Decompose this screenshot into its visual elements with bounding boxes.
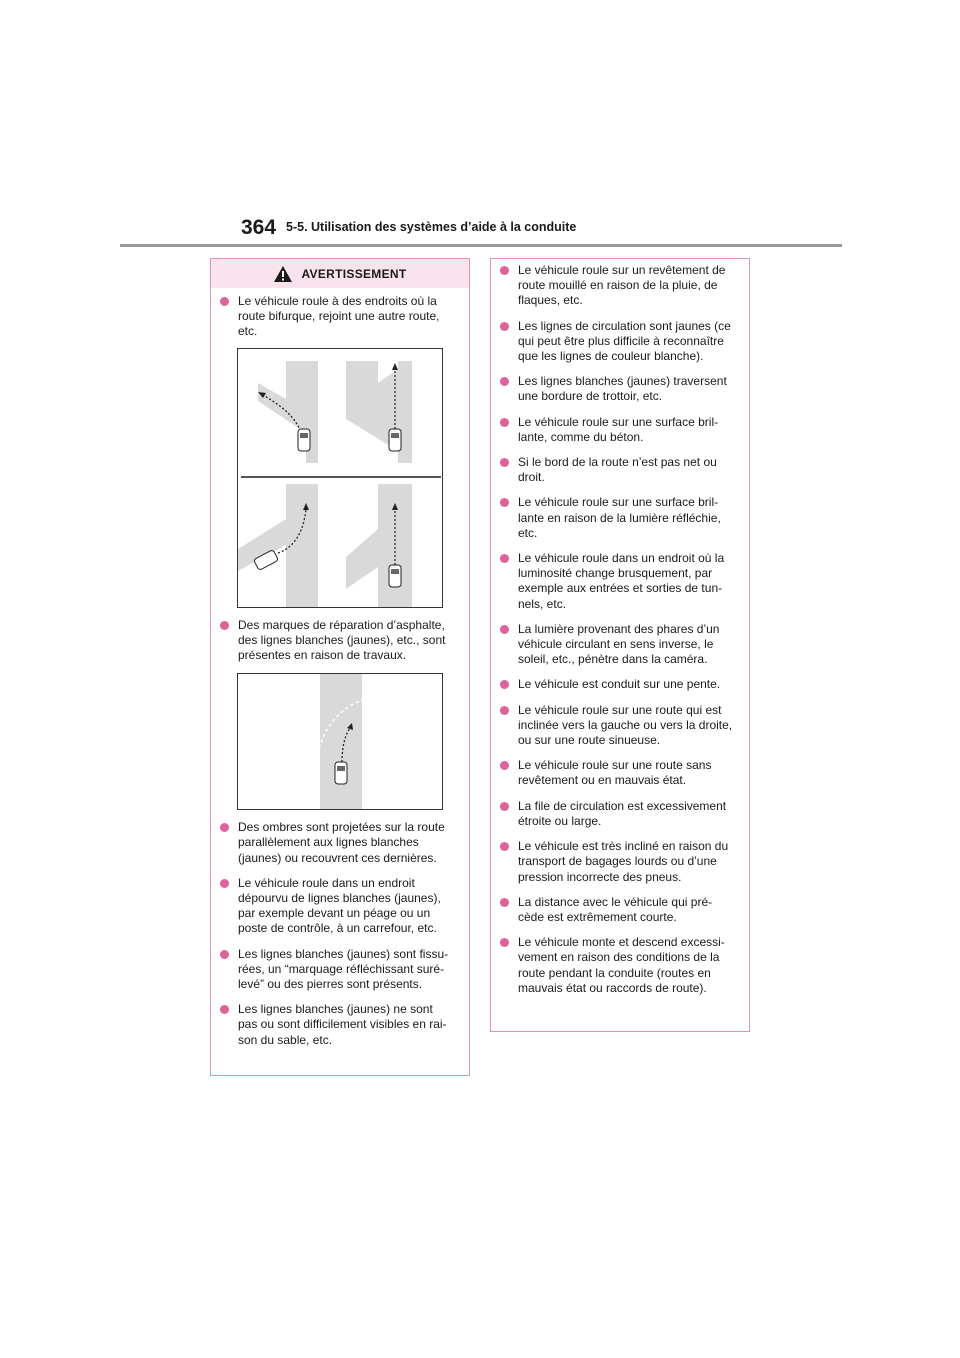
item-text: Le véhicule roule dans un endroit où la luminosité change brusquement, par exemple aux entrées et sorties de tun- nels, etc. [518,551,725,611]
warning-header [211,259,469,288]
figure-road-junctions [237,348,443,608]
list-item [500,703,739,749]
list-item [220,947,459,993]
list-item [220,876,459,937]
item-text: Si le bord de la route n’est pas net ou droit. [518,455,717,485]
figure-road-repair-marks [237,673,443,810]
item-text: La distance avec le véhicule qui pré- cède est extrêmement courte. [518,894,713,924]
item-text: Le véhicule monte et descend excessi- vement en raison des conditions de la route pendant la conduite (routes en mauvais état ou raccords de route). [518,935,725,995]
bullet-icon [500,938,509,947]
bullet-icon [500,458,509,467]
warning-triangle-icon [273,265,293,283]
bullet-icon [220,1005,229,1014]
bullet-icon [500,842,509,851]
item-text: Le véhicule est très incliné en raison du transport de bagages lourds ou d’une pression incorrecte des pneus. [518,839,729,884]
list-item [500,551,739,612]
list-item [500,319,739,365]
item-text: La lumière provenant des phares d’un véhicule circulant en sens inverse, le soleil, etc., pénètre dans la caméra. [518,621,720,667]
list-item [500,895,739,925]
list-item [500,935,739,996]
item-text: Des marques de réparation d’asphalte, des lignes blanches (jaunes), etc., sont présentes en raison de travaux. [238,617,446,663]
list-item [500,495,739,541]
list-item [500,374,739,404]
bullet-icon [500,802,509,811]
bullet-icon [220,621,229,630]
bullet-icon [500,377,509,386]
bullet-icon [500,554,509,563]
list-item [500,415,739,445]
item-text: Les lignes blanches (jaunes) traversent une bordure de trottoir, etc. [518,374,727,404]
bullet-icon [220,879,229,888]
item-text: Des ombres sont projetées sur la route parallèlement aux lignes blanches (jaunes) ou recouvrent ces dernières. [238,820,445,865]
item-text: Le véhicule est conduit sur une pente. [518,677,721,692]
item-text: Les lignes blanches (jaunes) sont fissu- rées, un “marquage réfléchissant suré- levé” ou des pierres sont présents. [238,946,449,992]
list-item [220,294,459,340]
item-text: Les lignes blanches (jaunes) ne sont pas ou sont difficilement visibles en rai- son du sable, etc. [238,1002,447,1047]
bullet-icon [500,898,509,907]
bullet-icon [500,706,509,715]
bullet-icon [500,266,509,275]
bullet-icon [220,297,229,306]
list-item [500,758,739,788]
list-item [500,839,739,885]
list-item [500,677,739,692]
list-item [500,799,739,829]
list-item [220,618,459,664]
bullet-icon [220,950,229,959]
item-text: Le véhicule roule sur une surface bril- lante en raison de la lumière réfléchie, etc. [518,495,721,540]
section-title: 5-5. Utilisation des systèmes d’aide à la conduite [286,220,577,234]
bullet-icon [500,761,509,770]
header-divider [120,244,842,247]
item-text: Le véhicule roule sur un revêtement de route mouillé en raison de la pluie, de flaques, etc. [518,263,726,308]
list-item [220,820,459,866]
bullet-icon [500,322,509,331]
bullet-icon [500,680,509,689]
warning-box-left [210,258,470,1076]
list-item [220,1002,459,1048]
item-text: Les lignes de circulation sont jaunes (ce qui peut être plus difficile à reconnaître que les lignes de couleur blanche). [518,318,731,364]
item-text: Le véhicule roule sur une surface bril- lante, comme du béton. [518,414,719,444]
item-text: La file de circulation est excessivement étroite ou large. [518,798,727,828]
bullet-icon [500,418,509,427]
list-item [500,263,739,309]
item-text: Le véhicule roule à des endroits où la route bifurque, rejoint une autre route, etc. [238,294,440,339]
bullet-icon [500,498,509,507]
item-text: Le véhicule roule sur une route sans revêtement ou en mauvais état. [518,758,712,788]
list-item [500,622,739,668]
item-text: Le véhicule roule dans un endroit dépourvu de lignes blanches (jaunes), par exemple devant un péage ou un poste de contrôle, à un carrefour, etc. [238,875,441,936]
warning-box-right [490,258,750,1032]
bullet-icon [500,625,509,634]
item-text: Le véhicule roule sur une route qui est inclinée vers la gauche ou vers la droite, ou sur une route sinueuse. [518,702,733,748]
right-item-list [491,259,749,996]
warning-title: AVERTISSEMENT [301,266,407,281]
bullet-icon [220,823,229,832]
list-item [500,455,739,485]
page-number: 364 [241,216,277,239]
